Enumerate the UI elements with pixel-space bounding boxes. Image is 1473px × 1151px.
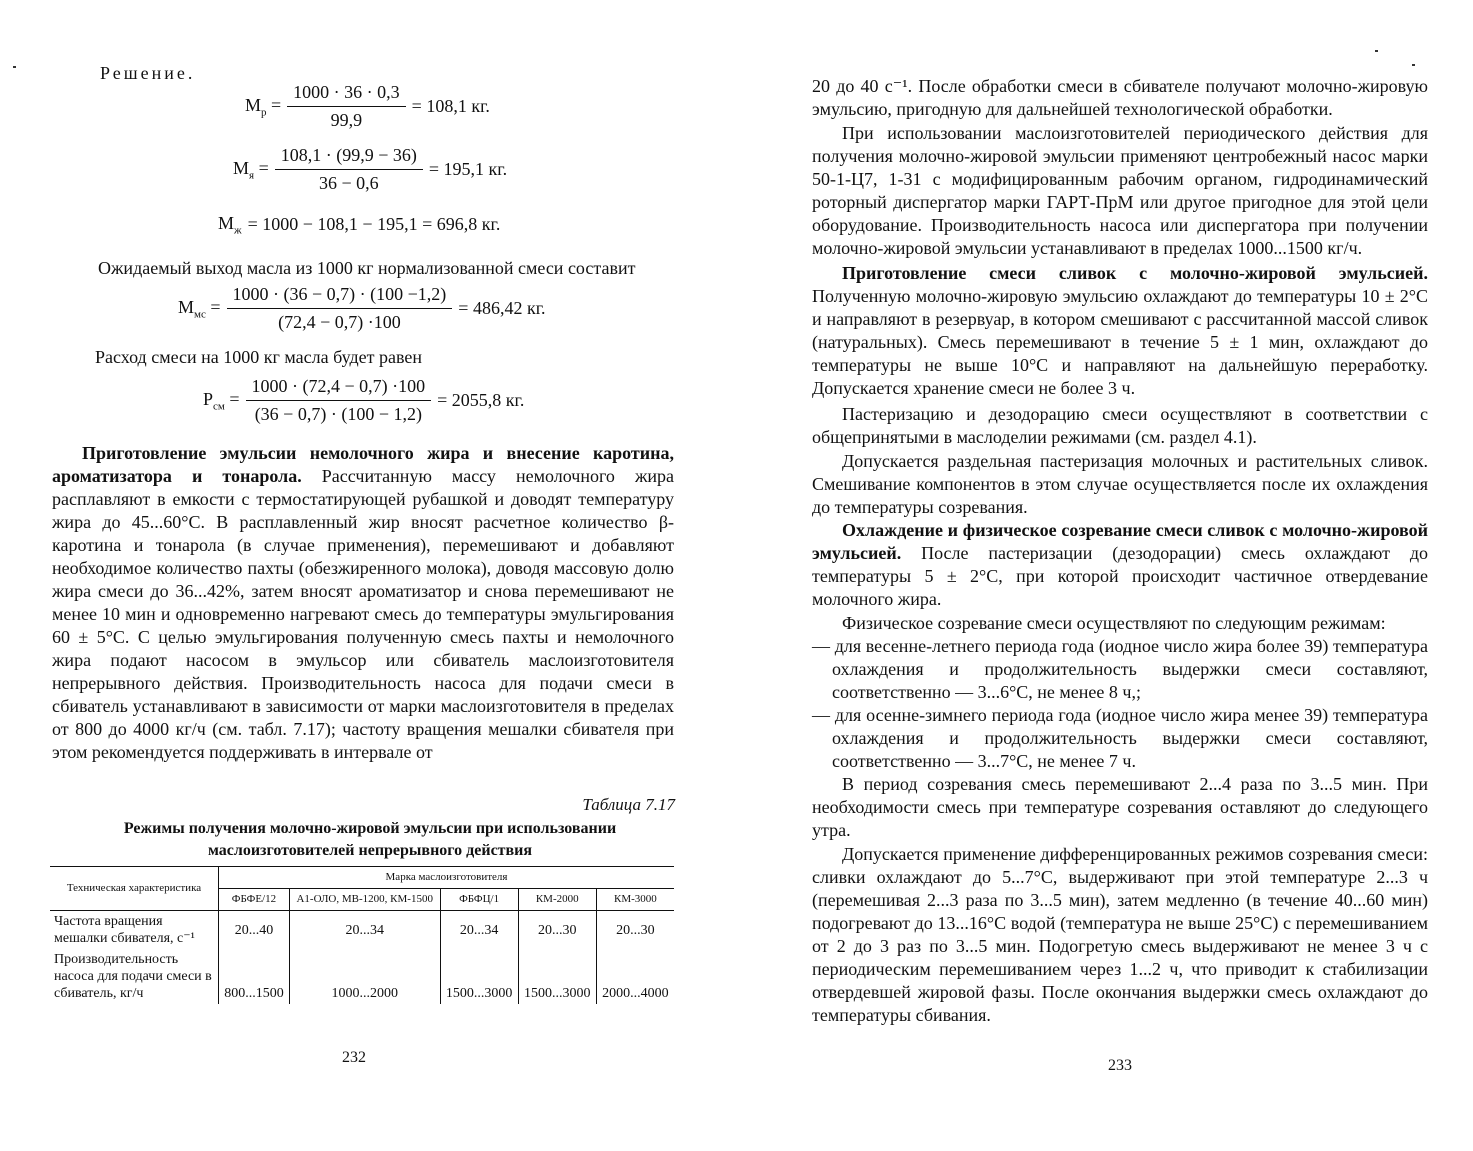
page-number-right: 233 bbox=[1108, 1057, 1132, 1074]
col-header-group: Марка маслоизготовителя bbox=[219, 867, 675, 889]
table-row bbox=[50, 911, 674, 950]
scan-speck bbox=[13, 66, 16, 68]
list-item: — для осенне-зимнего периода года (иодное число жира менее 39) температура охлаждения и продолжительность выдержки смеси составляют, соответственно — 3...7°С, не менее 7 ч. bbox=[812, 704, 1428, 773]
formula-mms: $М_{мс}$ = $\frac{1000 \cdot (36 - 0,7) \cdot (100 -1,2)}{(72,4 - 0,7) \cdot 100}$ = 486,42 кг. bbox=[178, 284, 546, 332]
paragraph-6-heading: Охлаждение и физическое созревание смеси сливок с молочно-жировой эмульсией. bbox=[812, 520, 1428, 563]
table-cell: 20...40 bbox=[219, 911, 290, 950]
paragraph-2: При использовании маслоизготовителей периодического действия для получения молочно-жировой эмульсии применяют центробежный насос марки 50-1-Ц7, 1-31 с модифицированным рабочим органом, гидродинамический роторный диспергатор марки ГАРТ-ПрМ или другое пригодное для этой цели оборудование. Производительность насоса или диспергатора при получении молочно-жировой эмульсии устанавливают в пределах 1000...1500 кг/ч. bbox=[812, 123, 1428, 258]
table-row bbox=[50, 949, 674, 1004]
table-cell: 800...1500 bbox=[219, 949, 290, 1004]
paragraph-3 bbox=[812, 262, 1428, 400]
page-233 bbox=[790, 0, 1440, 1151]
formula-mya: $М_я$ = $\frac{108,1 \cdot (99,9 - 36)}{36 - 0,6}$ = 195,1 кг. bbox=[233, 145, 508, 193]
numerator: 1000 · (72,4 − 0,7) ·100 bbox=[246, 376, 432, 401]
paragraph-1: 20 до 40 с⁻¹. После обработки смеси в сбивателе получают молочно-жировую эмульсию, пригодную для дальнейшей технологической обработки. bbox=[812, 76, 1428, 119]
paragraph-5: Допускается раздельная пастеризация молочных и растительных сливок. Смешивание компонентов в этом случае осуществляется после их охлаждения до температуры созревания. bbox=[812, 451, 1428, 517]
paragraph-9: Допускается применение дифференцированных режимов созревания смеси: сливки охлаждают до 5...7°С, выдерживают при этой температуре 2...3 ч (перемешивая 2...3 раза по 3...5 мин), затем медленно (в течение 40...60 мин) подогревают до 13...16°С водой (температура не выше 25°С) с перемешиванием от 2 до 3 раз по 3...5 мин. Подогретую смесь выдерживают не менее 3 ч с периодическим перемешиванием через 1...2 ч, что приводит к стабилизации отвердевшей жировой фазы. После окончания выдержки смесь охлаждают до температуры сбивания. bbox=[812, 844, 1428, 1025]
formula-rsm: $Р_{см}$ = $\frac{1000 \cdot (72,4 - 0,7) \cdot 100}{(36 - 0,7) \cdot (100 - 1,2)}$ = 2055,8 кг. bbox=[203, 376, 525, 424]
col-header-model: КМ-2000 bbox=[518, 889, 596, 911]
expected-yield-line: Ожидаемый выход масла из 1000 кг нормализованной смеси составит bbox=[98, 258, 636, 278]
fraction bbox=[227, 284, 453, 333]
solution-label: Решение. bbox=[100, 63, 196, 83]
denominator: (72,4 − 0,7) ·100 bbox=[278, 312, 401, 332]
fraction bbox=[275, 145, 423, 194]
numerator: 1000 · (36 − 0,7) · (100 −1,2) bbox=[227, 284, 453, 309]
page-number-left: 232 bbox=[342, 1049, 366, 1066]
col-header-model: ФБФЕ/12 bbox=[219, 889, 290, 911]
paragraph-6 bbox=[812, 519, 1428, 611]
scan-speck bbox=[1375, 50, 1378, 52]
formula-text: = 1000 − 108,1 − 195,1 = 696,8 кг. bbox=[247, 214, 501, 235]
denominator: (36 − 0,7) · (100 − 1,2) bbox=[254, 404, 422, 424]
formula-mzh: $М_ж$ = 1000 − 108,1 − 195,1 = 696,8 кг. bbox=[218, 213, 501, 237]
result: = 108,1 кг. bbox=[411, 96, 490, 116]
col-header-model: А1-ОЛО, МВ-1200, КМ-1500 bbox=[289, 889, 440, 911]
paragraph-6-text: После пастеризации (дезодорации) смесь охлаждают до температуры 5 ± 2°С, при которой происходит частичное отвердевание молочного жира. bbox=[812, 543, 1428, 609]
row-label: Частота вращения мешалки сбивателя, с⁻¹ bbox=[54, 914, 195, 946]
table-cell: 20...30 bbox=[596, 911, 674, 950]
table-cell: 1500...3000 bbox=[440, 949, 518, 1004]
table-cell: 1000...2000 bbox=[289, 949, 440, 1004]
formula-mr bbox=[245, 82, 490, 131]
paragraph-3-text: Полученную молочно-жировую эмульсию охлаждают до температуры 10 ± 2°С и направляют в резервуар, в котором смешивают с рассчитанной массой сливок (натуральных). Смесь перемешивают в течение 5 ± 1 мин, охлаждают до температуры не выше 10°С и направляют на дальнейшую переработку. Допускается хранение смеси не более 3 ч. bbox=[812, 286, 1428, 398]
paragraph-7: Физическое созревание смеси осуществляют по следующим режимам: bbox=[842, 613, 1386, 633]
table-cell: 2000...4000 bbox=[596, 949, 674, 1004]
paragraph-4: Пастеризацию и дезодорацию смеси осуществляют в соответствии с общепринятыми в маслоделии режимами (см. раздел 4.1). bbox=[812, 404, 1428, 447]
fraction bbox=[287, 82, 406, 131]
numerator: 108,1 · (99,9 − 36) bbox=[275, 145, 423, 170]
table-cell: 1500...3000 bbox=[518, 949, 596, 1004]
result: = 2055,8 кг. bbox=[437, 390, 525, 410]
result: = 486,42 кг. bbox=[458, 298, 546, 318]
list-item: — для весенне-летнего периода года (иодное число жира более 39) температура охлаждения и продолжительность выдержки смеси составляют, соответственно — 3...6°С, не менее 8 ч,; bbox=[812, 635, 1428, 704]
result: = 195,1 кг. bbox=[428, 159, 508, 179]
col-header-model: КМ-3000 bbox=[596, 889, 674, 911]
emulsion-modes-table bbox=[50, 866, 674, 1004]
table-cell: 20...30 bbox=[518, 911, 596, 950]
scan-speck bbox=[1412, 64, 1415, 66]
table-cell: 20...34 bbox=[440, 911, 518, 950]
emulsion-text: Рассчитанную массу немолочного жира расплавляют в емкости с термостатирующей рубашкой и доводят температуру жира до 45...60°С. В расплавленный жир вносят расчетное количество β-каротина и тонарола (в случае применения), перемешивают и добавляют необходимое количество пахты (обезжиренного молока), доводя массовую долю жира смеси до 36...42%, затем вносят ароматизатор и снова перемешивают не менее 10 мин и одновременно нагревают смесь до температуры эмульгирования 60 ± 5°С. С целью эмульгирования полученную смесь пахты и немолочного жира подают насосом в эмульсор или сбиватель маслоизготовителя непрерывного действия. Производительность насоса для подачи смеси в сбиватель устанавливают в зависимости от марки маслоизготовителя в пределах от 800 до 4000 кг/ч (см. табл. 7.17); частоту вращения мешалки сбивателя при этом рекомендуется поддерживать в интервале от bbox=[52, 466, 674, 762]
emulsion-heading: Приготовление эмульсии немолочного жира и внесение каротина, ароматизатора и тонарола. bbox=[52, 443, 674, 486]
formula-lhs: $М_р$ = bbox=[245, 94, 282, 119]
ripening-modes-list bbox=[812, 635, 1428, 773]
emulsion-paragraph bbox=[52, 442, 674, 764]
col-header-model: ФБФЦ/1 bbox=[440, 889, 518, 911]
consumption-line: Расход смеси на 1000 кг масла будет равен bbox=[95, 347, 422, 367]
fraction bbox=[246, 376, 432, 425]
paragraph-3-heading: Приготовление смеси сливок с молочно-жировой эмульсией. bbox=[842, 263, 1428, 283]
row-label: Производительность насоса для подачи смеси в сбиватель, кг/ч bbox=[54, 952, 212, 1001]
paragraph-8: В период созревания смесь перемешивают 2...4 раза по 3...5 мин. При необходимости смесь при температуре созревания оставляют до следующего утра. bbox=[812, 774, 1428, 840]
numerator: 1000 · 36 · 0,3 bbox=[287, 82, 406, 107]
page-232 bbox=[40, 0, 680, 1151]
table-title: Режимы получения молочно-жировой эмульсии при использовании маслоизготовителей непрерывного действия bbox=[123, 820, 617, 859]
table-cell: 20...34 bbox=[289, 911, 440, 950]
denominator: 36 − 0,6 bbox=[318, 173, 379, 193]
denominator: 99,9 bbox=[330, 110, 363, 130]
col-header-characteristic: Техническая характеристика bbox=[50, 867, 219, 911]
table-number: Таблица 7.17 bbox=[582, 795, 675, 814]
